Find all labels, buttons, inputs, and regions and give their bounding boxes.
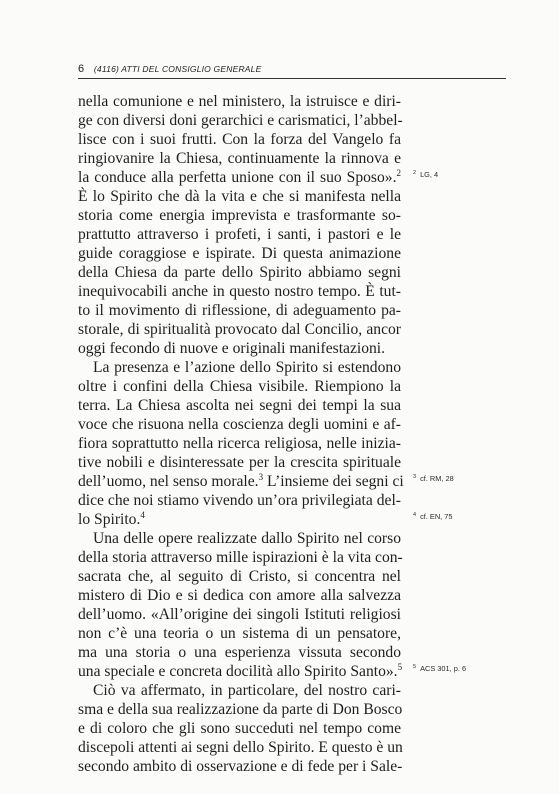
note-text: LG, 4 xyxy=(420,170,439,179)
text-line: Una delle opere realizzate dallo Spirito nel corso xyxy=(93,530,401,547)
text-line: ma una storia o una esperienza vissuta secondo xyxy=(78,644,401,661)
footnote-ref: 4 xyxy=(140,510,145,520)
text-line xyxy=(78,472,404,491)
text-segment: la conduce alla perfetta unione con il suo Sposo». xyxy=(78,169,397,186)
text-segment: L’insieme dei segni ci xyxy=(263,473,404,490)
text-line: sacrata che, al seguito di Cristo, si concentra nel xyxy=(78,568,401,585)
text-line: to il movimento di riflessione, di adeguamento pa- xyxy=(78,302,401,319)
text-line: voce che risuona nella coscienza degli uomini e af- xyxy=(78,416,401,433)
text-line: discepoli attenti ai segni dello Spirito. E questo è un xyxy=(78,739,403,756)
footnote-ref: 2 xyxy=(396,168,401,178)
margin-note xyxy=(413,512,453,521)
text-line: È lo Spirito che dà la vita e che si manifesta nella xyxy=(78,188,401,205)
text-line: fiora soprattutto nella ricerca religiosa, nelle inizia- xyxy=(78,435,401,452)
text-segment: una speciale e concreta docilità allo Spirito Santo». xyxy=(78,663,398,680)
text-segment: dell’uomo, nel senso morale. xyxy=(78,473,259,490)
text-line: Ciò va affermato, in particolare, del nostro cari- xyxy=(93,682,401,699)
text-line: guide coraggiose e ispirate. Di questa animazione xyxy=(78,245,401,262)
text-line: non c’è una teoria o un sistema di un pensatore, xyxy=(78,625,401,642)
note-text: cf. RM, 28 xyxy=(420,474,454,483)
text-line: ringiovanire la Chiesa, continuamente la rinnova e xyxy=(78,150,401,167)
text-line: dell’uomo. «All’origine dei singoli Istituti religiosi xyxy=(78,606,401,623)
text-line: oggi fecondo di nuove e originali manifestazioni. xyxy=(78,340,386,357)
margin-note xyxy=(413,664,466,673)
text-line: lisce con i suoi frutti. Con la forza del Vangelo fa xyxy=(78,131,401,148)
note-mark: 5 xyxy=(413,664,417,670)
text-line: sma e della sua realizzazione da parte di Don Bosco xyxy=(78,701,403,718)
text-line: inequivocabili anche in questo nostro tempo. È tut- xyxy=(78,283,401,300)
text-line: secondo ambito di osservazione e di fede per i Sale- xyxy=(78,758,403,775)
running-title: (4116) ATTI DEL CONSIGLIO GENERALE xyxy=(93,64,262,74)
text-segment: lo Spirito. xyxy=(78,511,141,528)
text-line: dice che noi stiamo vivendo un’ora privilegiata del- xyxy=(78,492,401,509)
text-line: ge con diversi doni gerarchici e carismatici, l’abbel- xyxy=(78,112,403,129)
text-line: prattutto attraverso i profeti, i santi, i pastori e le xyxy=(78,226,401,243)
text-line: della Chiesa da parte dello Spirito abbiamo segni xyxy=(78,264,401,281)
note-text: ACS 301, p. 6 xyxy=(420,664,467,673)
note-mark: 4 xyxy=(413,512,417,518)
text-line: terra. La Chiesa ascolta nei segni dei tempi la sua xyxy=(78,397,401,414)
text-line: oltre i confini della Chiesa visibile. Riempiono la xyxy=(78,378,401,395)
text-line: della storia attraverso mille ispirazioni è la vita con- xyxy=(78,549,403,566)
text-line: e di coloro che gli sono succeduti nel tempo come xyxy=(78,720,401,737)
text-line: mistero di Dio e si dedica con amore alla salvezza xyxy=(78,587,401,604)
header-rule xyxy=(78,78,506,79)
text-line xyxy=(78,662,401,681)
note-text: cf. EN, 75 xyxy=(420,512,453,521)
note-mark: 2 xyxy=(413,170,417,176)
text-line: La presenza e l’azione dello Spirito si estendono xyxy=(93,359,401,376)
text-line xyxy=(78,510,401,529)
text-line: storia come energia imprevista e trasformante so- xyxy=(78,207,401,224)
margin-note xyxy=(413,170,438,179)
text-line: storale, di spiritualità provocato dal Concilio, ancor xyxy=(78,321,401,338)
text-line: nella comunione e nel ministero, la istruisce e diri- xyxy=(78,93,401,110)
page-number: 6 xyxy=(78,63,85,75)
footnote-ref: 3 xyxy=(258,472,264,482)
footnote-ref: 5 xyxy=(397,662,403,672)
running-head xyxy=(78,63,506,75)
margin-note xyxy=(413,474,454,483)
text-line xyxy=(78,168,401,187)
note-mark: 3 xyxy=(413,474,417,480)
text-line: tive nobili e disinteressate per la crescita spirituale xyxy=(78,454,401,471)
